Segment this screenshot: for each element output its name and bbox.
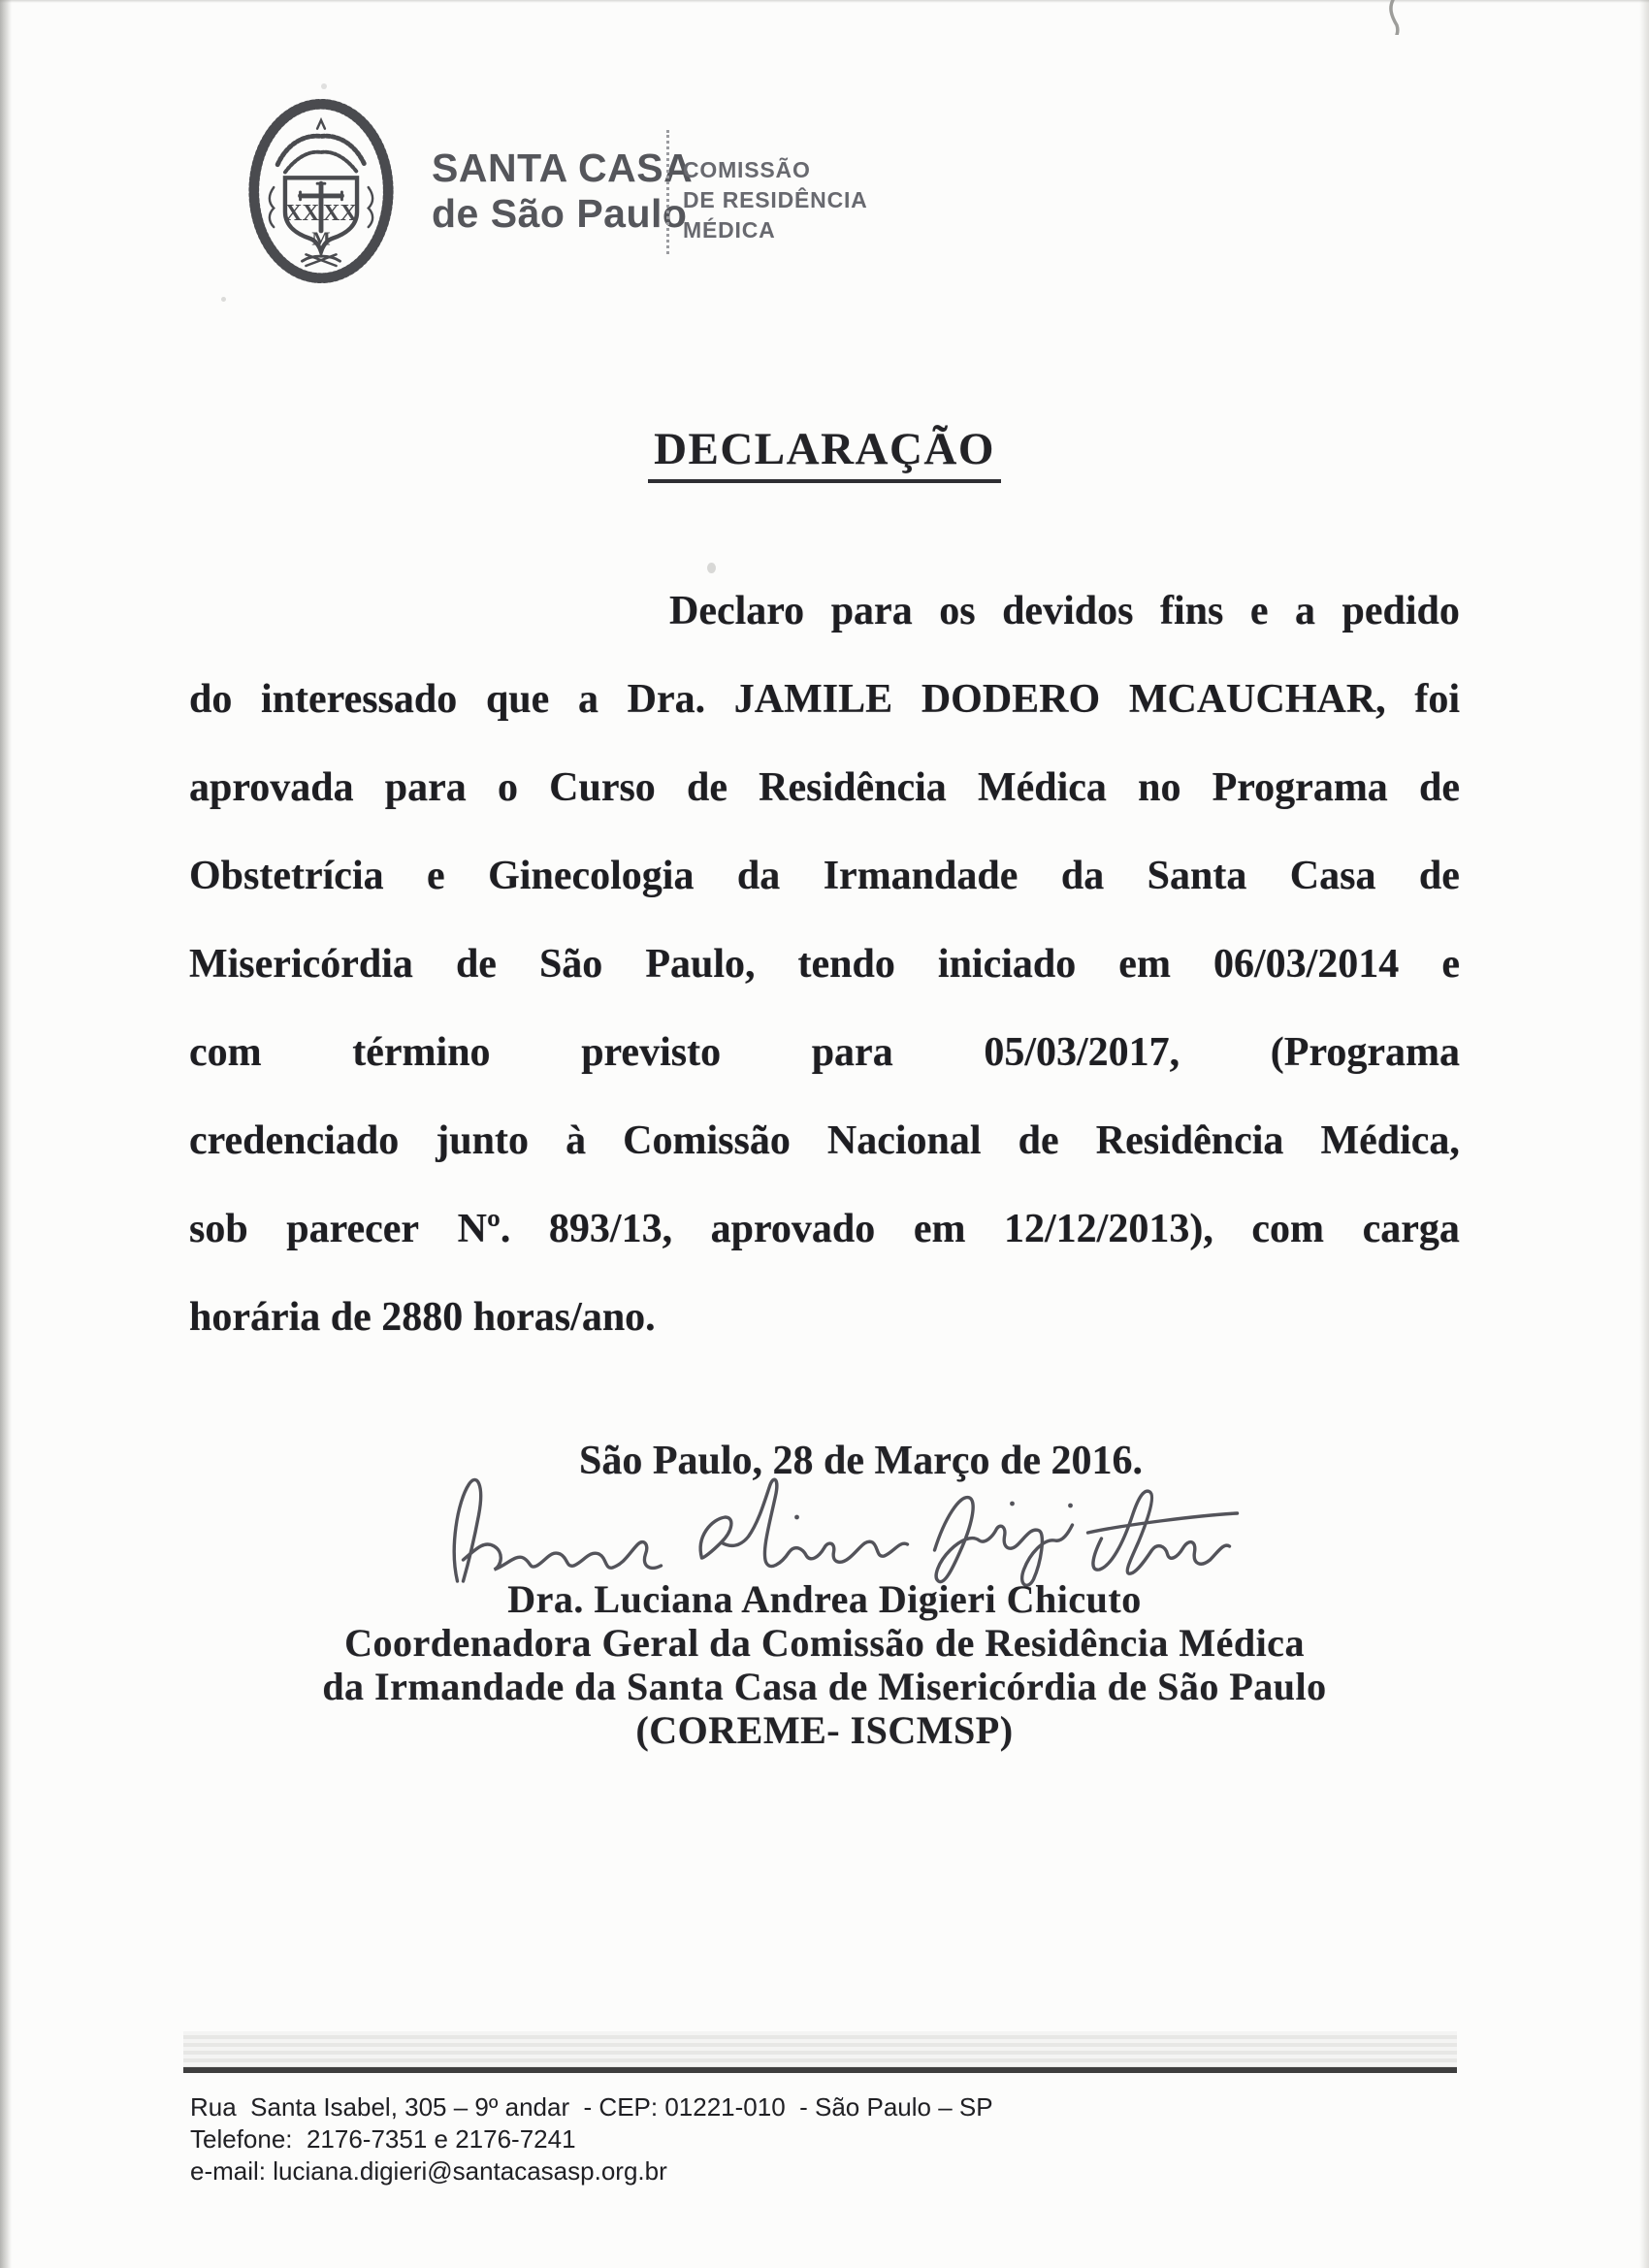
body-line: do interessado que a Dra. JAMILE DODERO MCAUCHAR, foi	[189, 676, 1460, 722]
division-line-1: COMISSÃO	[683, 157, 811, 182]
signatory-name: Dra. Luciana Andrea Digieri Chicuto	[507, 1577, 1142, 1621]
body-text	[189, 567, 1460, 1361]
body-line: com término previsto para 05/03/2017, (Programa	[189, 1029, 1460, 1075]
signatory-role-1: Coordenadora Geral da Comissão de Residência Médica	[344, 1621, 1305, 1665]
header-dotted-divider	[666, 130, 669, 254]
footer-email: e-mail: luciana.digieri@santacasasp.org.br	[190, 2156, 667, 2186]
scan-edge-right	[1639, 0, 1649, 2268]
scan-speck	[321, 83, 327, 89]
body-line: Misericórdia de São Paulo, tendo iniciado em 06/03/2014 e	[189, 941, 1460, 987]
division-name	[683, 155, 868, 245]
seal-xx-left: XX	[284, 200, 320, 227]
brand-line-1: SANTA CASA	[432, 146, 694, 190]
footer-address: Rua Santa Isabel, 305 – 9º andar - CEP: 01221-010 - São Paulo – SP	[190, 2092, 993, 2122]
seal-xx-right: XX	[322, 200, 358, 227]
signatory-role-2: da Irmandade da Santa Casa de Misericórdia de São Paulo	[322, 1665, 1327, 1708]
body-line: horária de 2880 horas/ano.	[189, 1294, 656, 1340]
signature-block	[189, 1577, 1460, 1752]
date-line: São Paulo, 28 de Março de 2016.	[579, 1439, 1143, 1483]
body-line: aprovada para o Curso de Residência Médica no Programa de	[189, 764, 1460, 810]
division-line-2: DE RESIDÊNCIA	[683, 187, 868, 212]
footer-phone: Telefone: 2176-7351 e 2176-7241	[190, 2124, 576, 2154]
body-line: credenciado junto à Comissão Nacional de Residência Médica,	[189, 1118, 1460, 1163]
body-line: sob parecer Nº. 893/13, aprovado em 12/12/2013), com carga	[189, 1206, 1460, 1251]
body-line: Obstetrícia e Ginecologia da Irmandade da Santa Casa de	[189, 853, 1460, 898]
scan-artifact-curve	[1385, 0, 1406, 35]
scan-edge-left	[0, 0, 12, 2268]
scan-speck	[221, 297, 226, 302]
footer-rule-bar	[183, 2031, 1457, 2073]
brand-line-2: de São Paulo	[432, 191, 688, 236]
document-title: DECLARAÇÃO	[648, 424, 1001, 483]
signatory-org-abbrev: (COREME- ISCMSP)	[635, 1708, 1014, 1752]
footer-contact	[190, 2091, 993, 2187]
body-line: Declaro para os devidos fins e a pedido	[669, 588, 1460, 633]
signature-handwriting	[441, 1474, 1242, 1591]
santa-casa-seal-icon	[245, 96, 397, 286]
seal-m-letter: M	[311, 228, 331, 250]
division-line-3: MÉDICA	[683, 217, 776, 243]
title-row	[189, 423, 1460, 475]
brand-wordmark	[432, 146, 693, 237]
